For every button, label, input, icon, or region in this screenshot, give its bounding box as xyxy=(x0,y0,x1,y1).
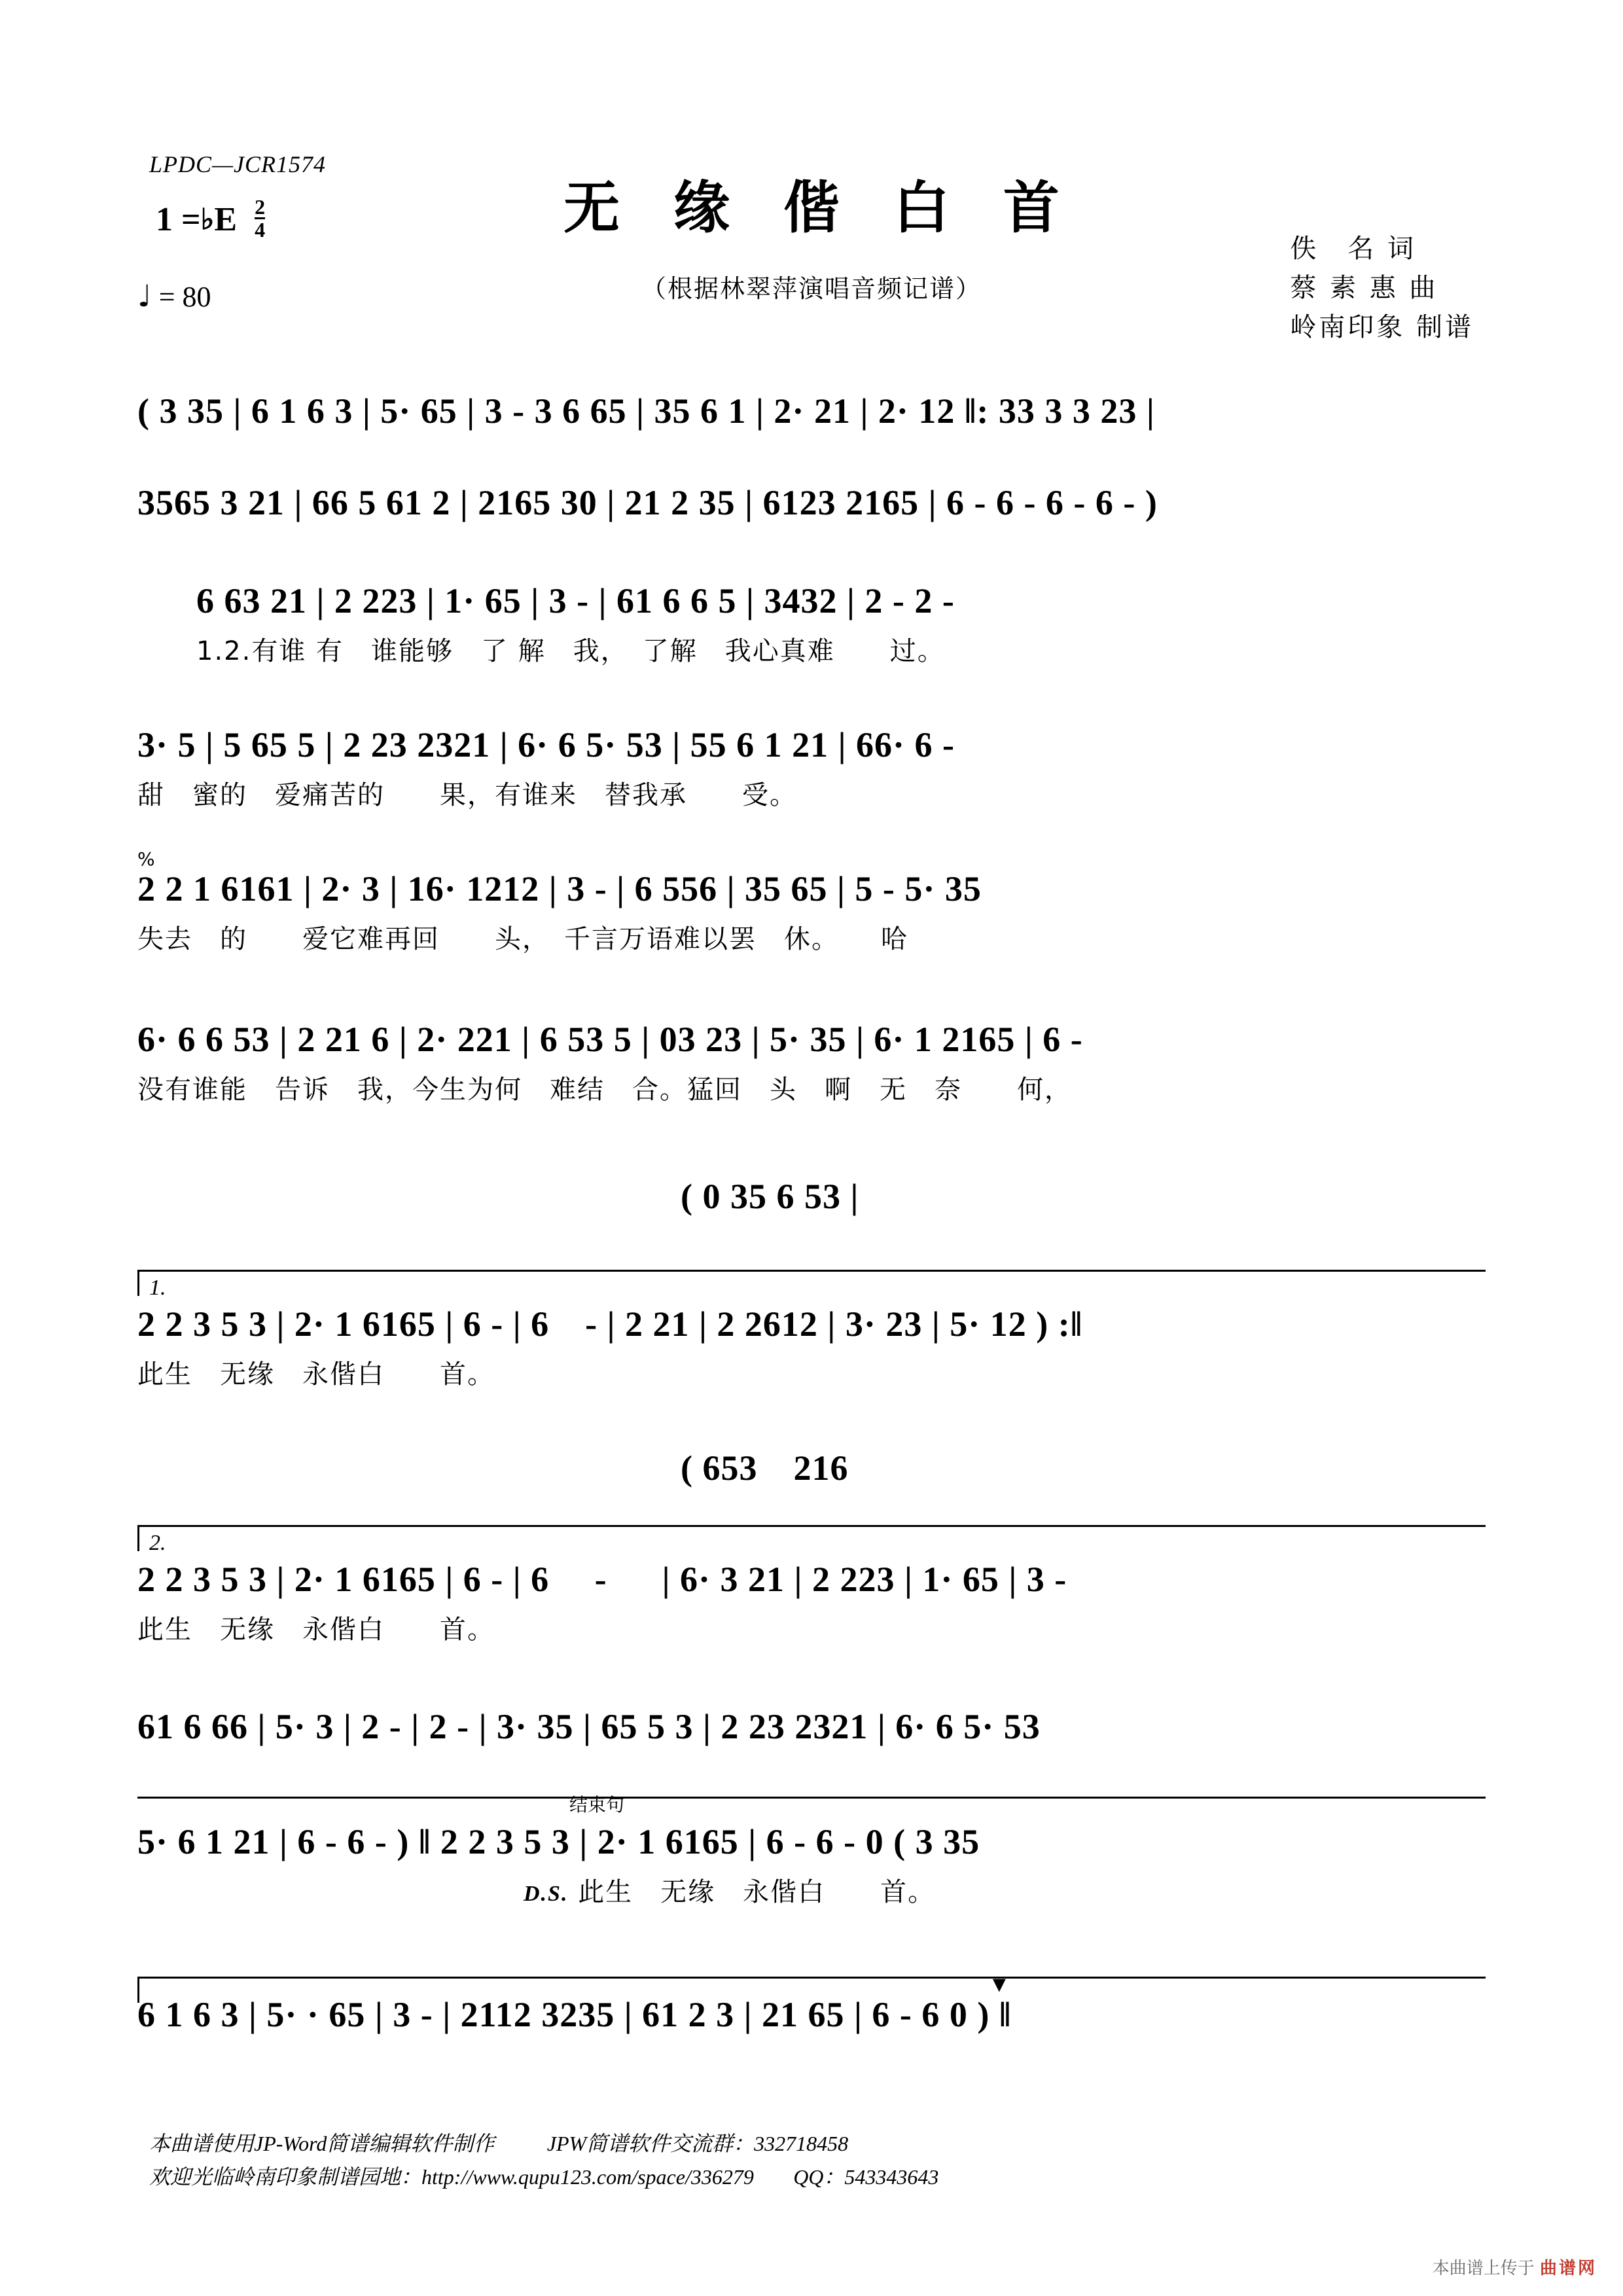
system-chorus-line-1 xyxy=(137,848,1486,956)
lyrics-row: 此生 无缘 永偕白 首。 xyxy=(137,1359,495,1390)
notes-row: 2 2 3 5 3 | 2· 1 6165 | 6 - | 6 - | 6· 3 21 | 2 223 | 1· 65 | 3 - xyxy=(137,1560,1067,1599)
credit-lyricist: 佚 名 词 xyxy=(1290,234,1416,264)
watermark xyxy=(1433,2255,1597,2279)
tempo-marking xyxy=(137,278,211,314)
ending-2-bracket-line xyxy=(137,1525,1486,1527)
notes-row: 6· 6 6 53 | 2 21 6 | 2· 221 | 6 53 5 | 03 23 | 5· 35 | 6· 1 2165 | 6 - xyxy=(137,1020,1083,1059)
credit-transcriber: 岭南印象 制谱 xyxy=(1290,312,1474,342)
catalog-id: LPDC—JCR1574 xyxy=(149,151,327,177)
coda-label: 结束句 xyxy=(569,1794,625,1816)
quarter-note-icon: ♩ xyxy=(137,278,152,314)
system-final-line xyxy=(137,1973,1486,2034)
lyrics-row: 此生 无缘 永偕白 首。 xyxy=(137,1614,495,1645)
notes-row: ( 3 35 | 6 1 6 3 | 5· 65 | 3 - 3 6 65 | 35 6 1 | 2· 21 | 2· 12 ‖: 33 3 3 23 | xyxy=(137,391,1155,431)
segno-icon: % xyxy=(137,848,155,870)
notes-row: 6 1 6 3 | 5· · 65 | 3 - | 2112 3235 | 61 2 3 | 21 65 | 6 - 6 0 ) ‖ xyxy=(137,1995,1012,2034)
key-note: E xyxy=(214,201,238,238)
meter-numerator: 2 xyxy=(255,195,266,219)
coda-lyrics-text: 此生 无缘 永偕白 首。 xyxy=(578,1876,936,1907)
fermata-marker-icon: ▼ xyxy=(988,1973,1010,1997)
system-verse-line-1 xyxy=(196,583,1486,668)
credits-block xyxy=(1290,229,1474,347)
final-bracket-line xyxy=(137,1977,1486,1979)
footer-site-link[interactable]: 欢迎光临岭南印象制谱园地：http://www.qupu123.com/space/336279 xyxy=(149,2165,754,2189)
notes-row: 2 2 1 6161 | 2· 3 | 16· 1212 | 3 - | 6 556 | 35 65 | 5 - 5· 35 xyxy=(137,869,982,908)
system-chorus-line-2 xyxy=(137,1021,1486,1106)
coda-bracket-line xyxy=(137,1797,1486,1799)
footer-line-2 xyxy=(149,2161,938,2194)
watermark-brand: 曲谱网 xyxy=(1539,2259,1597,2278)
lyrics-row: 甜 蜜的 爱痛苦的 果，有谁来 替我承 受。 xyxy=(137,780,797,810)
system-ending-1 xyxy=(137,1276,1486,1391)
ending-1-label: 1. xyxy=(149,1276,166,1300)
system-tail-line-1 xyxy=(137,1708,1486,1746)
ds-label: D.S. xyxy=(524,1881,569,1906)
notes-row: 3565 3 21 | 66 5 61 2 | 2165 30 | 21 2 35 | 6123 2165 | 6 - 6 - 6 - 6 - ) xyxy=(137,483,1158,522)
page-title: 无 缘 偕 白 首 xyxy=(563,175,1077,241)
lyrics-row xyxy=(524,1871,1486,1909)
time-signature xyxy=(255,196,265,240)
key-label: 1 = xyxy=(156,201,201,238)
notes-row: ( 0 35 6 53 | xyxy=(681,1177,859,1216)
credit-composer: 蔡 素 惠 曲 xyxy=(1290,273,1438,303)
footer-software-note: 本曲谱使用JP-Word简谱编辑软件制作 xyxy=(149,2132,495,2155)
system-ending-2 xyxy=(137,1531,1486,1646)
flat-icon: ♭ xyxy=(200,204,215,236)
lyrics-row: 没有谁能 告诉 我，今生为何 难结 合。猛回 头 啊 无 奈 何， xyxy=(137,1074,1072,1105)
footer-line-1 xyxy=(149,2127,938,2161)
lyrics-row: 失去 的 爱它难再回 头， 千言万语难以罢 休。 哈 xyxy=(137,924,908,954)
ending-2-label: 2. xyxy=(149,1531,166,1555)
notes-row: ( 653 216 xyxy=(681,1448,849,1488)
system-verse-line-2 xyxy=(137,726,1486,812)
lyrics-row: 1.2.有谁 有 谁能够 了 解 我， 了解 我心真难 过。 xyxy=(196,636,945,666)
meter-denominator: 4 xyxy=(255,218,266,242)
system-intro-line-1 xyxy=(137,393,1486,430)
key-signature xyxy=(156,196,265,240)
ending-1-bracket-line xyxy=(137,1270,1486,1272)
watermark-text: 本曲谱上传于 xyxy=(1432,2259,1535,2278)
subtitle: （根据林翠萍演唱音频记谱） xyxy=(641,274,982,303)
tempo-value: = 80 xyxy=(158,281,211,313)
notes-row: 3· 5 | 5 65 5 | 2 23 2321 | 6· 6 5· 53 | 55 6 1 21 | 66· 6 - xyxy=(137,725,955,764)
system-ending1-cue xyxy=(681,1178,1073,1215)
system-intro-line-2 xyxy=(137,484,1486,522)
notes-row: 61 6 66 | 5· 3 | 2 - | 2 - | 3· 35 | 65 5 3 | 2 23 2321 | 6· 6 5· 53 xyxy=(137,1707,1041,1746)
notes-row: 5· 6 1 21 | 6 - 6 - ) ‖ 2 2 3 5 3 | 2· 1 6165 | 6 - 6 - 0 ( 3 35 xyxy=(137,1822,980,1861)
footer-group-note: JPW简谱软件交流群：332718458 xyxy=(546,2132,849,2155)
system-coda-line xyxy=(137,1794,1486,1909)
footer xyxy=(149,2127,938,2194)
notes-row: 6 63 21 | 2 223 | 1· 65 | 3 - | 61 6 6 5 | 3432 | 2 - 2 - xyxy=(196,581,955,620)
system-ending2-cue xyxy=(681,1450,1139,1487)
footer-qq: QQ：543343643 xyxy=(793,2165,939,2189)
notes-row: 2 2 3 5 3 | 2· 1 6165 | 6 - | 6 - | 2 21 | 2 2612 | 3· 23 | 5· 12 ) :‖ xyxy=(137,1304,1083,1344)
